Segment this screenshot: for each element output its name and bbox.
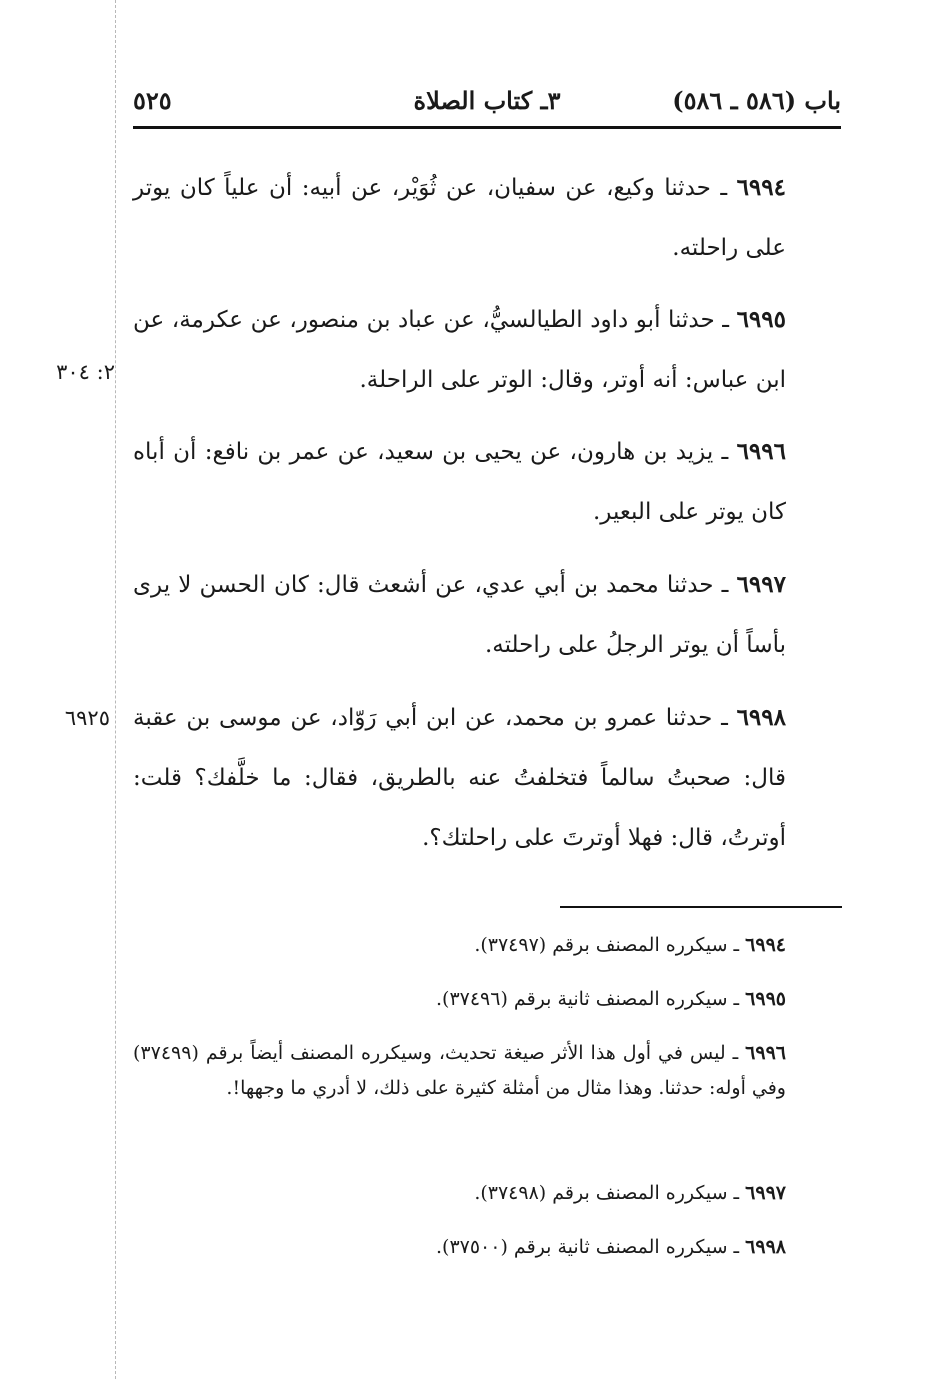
entry-number: ٦٩٩٦ <box>736 438 786 465</box>
footnote-text: ـ سيكرره المصنف ثانية برقم (٣٧٤٩٦). <box>435 988 746 1010</box>
footnote-number: ٦٩٩٨ <box>745 1236 786 1258</box>
margin-reference: ٦٩٢٥ <box>64 706 110 730</box>
entry-text: ـ يزيد بن هارون، عن يحيى بن سعيد، عن عمر بن نافع: أن أباه كان يوتر على البعير. <box>133 439 786 525</box>
hadith-entry <box>133 290 841 410</box>
footnote-text: ـ سيكرره المصنف برقم (٣٧٤٩٨). <box>474 1182 746 1204</box>
footnote-text: ـ سيكرره المصنف برقم (٣٧٤٩٧). <box>474 934 746 956</box>
hadith-entry <box>133 688 841 868</box>
footnote <box>133 1036 841 1106</box>
chapter-range: باب (٥٨٦ ـ ٥٨٦) <box>672 86 841 115</box>
footnote-rule <box>560 906 842 908</box>
footnote <box>133 1230 841 1265</box>
margin-reference: ٢: ٣٠٤ <box>56 360 115 384</box>
footnote-number: ٦٩٩٧ <box>745 1182 786 1204</box>
entry-number: ٦٩٩٧ <box>736 571 786 598</box>
footnote-number: ٦٩٩٤ <box>745 934 786 956</box>
page-number: ٥٢٥ <box>133 86 172 115</box>
entry-number: ٦٩٩٨ <box>736 704 786 731</box>
footnote <box>133 1176 841 1211</box>
book-title: ٣ـ كتاب الصلاة <box>413 86 561 115</box>
entry-text: ـ حدثنا عمرو بن محمد، عن ابن أبي رَوّاد، عن موسى بن عقبة قال: صحبتُ سالماً فتخلفتُ عنه بالطريق، فقال: ما خلَّفك؟ قلت: أوترتُ، قال: فهلا أوترتَ على راحلتك؟. <box>133 705 786 851</box>
entry-text: ـ حدثنا محمد بن أبي عدي، عن أشعث قال: كان الحسن لا يرى بأساً أن يوتر الرجلُ على راحلته. <box>133 572 786 658</box>
gutter-line <box>115 0 116 1379</box>
hadith-entry <box>133 158 841 278</box>
entry-text: ـ حدثنا أبو داود الطيالسيُّ، عن عباد بن منصور، عن عكرمة، عن ابن عباس: أنه أوتر، وقال: الوتر على الراحلة. <box>133 307 786 393</box>
hadith-entry <box>133 422 841 542</box>
entry-text: ـ حدثنا وكيع، عن سفيان، عن ثُوَيْر، عن أبيه: أن علياً كان يوتر على راحلته. <box>133 175 786 261</box>
entry-number: ٦٩٩٥ <box>736 306 786 333</box>
footnote <box>133 982 841 1017</box>
hadith-entry <box>133 555 841 675</box>
page-header <box>133 80 841 120</box>
footnote <box>133 928 841 963</box>
entry-number: ٦٩٩٤ <box>736 174 786 201</box>
footnote-number: ٦٩٩٥ <box>745 988 786 1010</box>
footnote-text: ـ سيكرره المصنف ثانية برقم (٣٧٥٠٠). <box>435 1236 746 1258</box>
footnote-text: ـ ليس في أول هذا الأثر صيغة تحديث، وسيكرره المصنف أيضاً برقم (٣٧٤٩٩) وفي أوله: حدثنا. وهذا مثال من أمثلة كثيرة على ذلك، لا أدري ما وجهها!. <box>133 1042 786 1099</box>
header-rule <box>133 126 841 129</box>
footnote-number: ٦٩٩٦ <box>745 1042 786 1064</box>
